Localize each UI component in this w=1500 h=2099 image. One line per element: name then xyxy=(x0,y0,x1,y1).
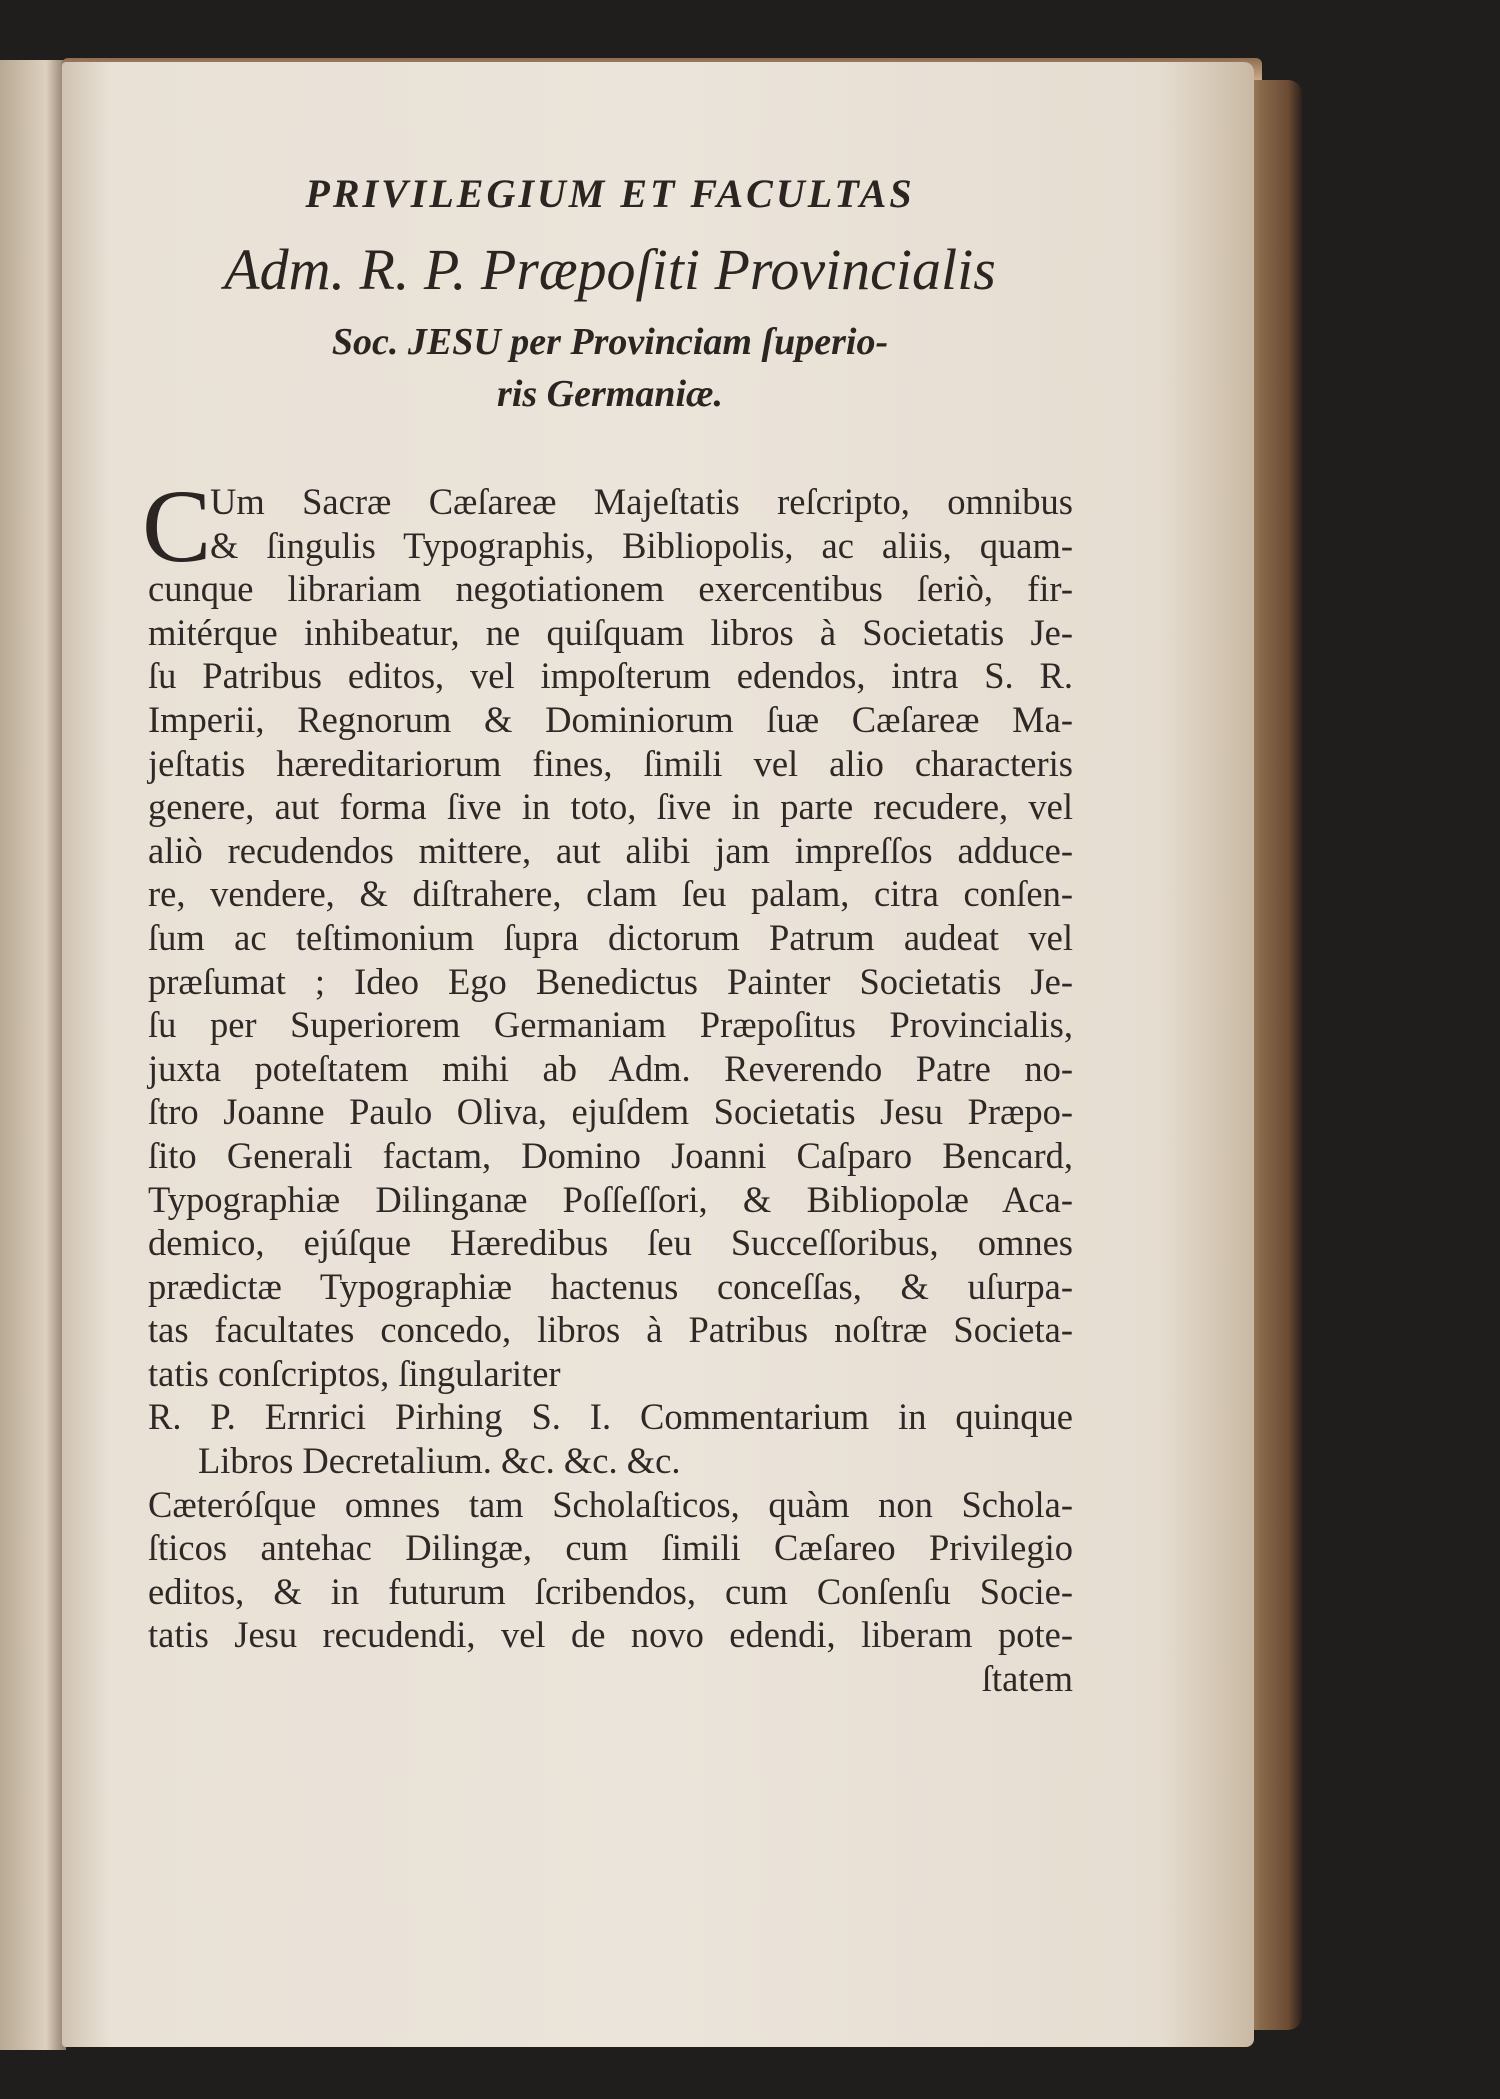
text-line: præſumat ; Ideo Ego Benedictus Painter Societatis Je- xyxy=(148,960,1073,1002)
text-line: aliò recudendos mittere, aut alibi jam impreſſos adduce- xyxy=(148,829,1073,871)
text-line: tatis conſcriptos, ſingulariter xyxy=(148,1352,561,1394)
text-line: Cæteróſque omnes tam Scholaſticos, quàm non Schola- xyxy=(148,1483,1073,1525)
text-line: R. P. Ernrici Pirhing S. I. Commentarium in quinque xyxy=(148,1396,1073,1438)
text-line: ſtro Joanne Paulo Oliva, ejuſdem Societatis Jesu Præpo- xyxy=(148,1091,1073,1133)
text-line: Imperii, Regnorum & Dominiorum ſuæ Cæſareæ Ma- xyxy=(148,698,1073,740)
text-line: demico, ejúſque Hæredibus ſeu Succeſſoribus, omnes xyxy=(148,1222,1073,1264)
text-line: ſum ac teſtimonium ſupra dictorum Patrum audeat vel xyxy=(148,916,1073,958)
facing-page-edge xyxy=(0,60,66,2050)
text-line: jeſtatis hæreditariorum fines, ſimili vel alio characteris xyxy=(148,742,1073,784)
text-line: genere, aut forma ſive in toto, ſive in parte recudere, vel xyxy=(148,786,1073,828)
text-line: Libros Decretalium. &c. &c. &c. xyxy=(198,1440,681,1482)
text-line: & ſingulis Typographis, Bibliopolis, ac aliis, quam- xyxy=(210,524,1073,566)
text-line: editos, & in futurum ſcribendos, cum Conſenſu Socie- xyxy=(148,1570,1073,1612)
drop-cap: C xyxy=(142,469,212,584)
text-line: ſu per Superiorem Germaniam Præpoſitus Provincialis, xyxy=(148,1004,1073,1046)
heading-line-4: ris Germaniæ. xyxy=(497,373,723,415)
text-line: ſticos antehac Dilingæ, cum ſimili Cæſareo Privilegio xyxy=(148,1527,1073,1569)
text-line: tas facultates concedo, libros à Patribus noſtræ Societa- xyxy=(148,1309,1073,1351)
text-line: tatis Jesu recudendi, vel de novo edendi, liberam pote- xyxy=(148,1614,1073,1656)
heading-line-3: Soc. JESU per Provinciam ſuperio- xyxy=(331,321,889,363)
text-line: re, vendere, & diſtrahere, clam ſeu palam, citra conſen- xyxy=(148,873,1073,915)
heading-subtitle: Adm. R. P. Præpoſiti Provincialis xyxy=(224,237,996,302)
text-line: prædictæ Typographiæ hactenus conceſſas, & uſurpa- xyxy=(148,1265,1073,1307)
text-line: ſito Generali factam, Domino Joanni Caſparo Bencard, xyxy=(148,1134,1073,1176)
text-line: juxta poteſtatem mihi ab Adm. Reverendo Patre no- xyxy=(148,1047,1073,1089)
text-line: ſu Patribus editos, vel impoſterum edendos, intra S. R. xyxy=(148,655,1073,697)
text-line: Typographiæ Dilinganæ Poſſeſſori, & Bibliopolæ Aca- xyxy=(148,1178,1073,1220)
text-line: mitérque inhibeatur, ne quiſquam libros à Societatis Je- xyxy=(148,611,1073,653)
catchword: ſtatem xyxy=(981,1658,1073,1700)
text-line: cunque librariam negotiationem exercentibus ſeriò, fir- xyxy=(148,568,1073,610)
body-text xyxy=(142,469,1073,1701)
heading-title: PRIVILEGIUM ET FACULTAS xyxy=(305,171,915,216)
text-line: Um Sacræ Cæſareæ Majeſtatis reſcripto, omnibus xyxy=(210,481,1073,522)
